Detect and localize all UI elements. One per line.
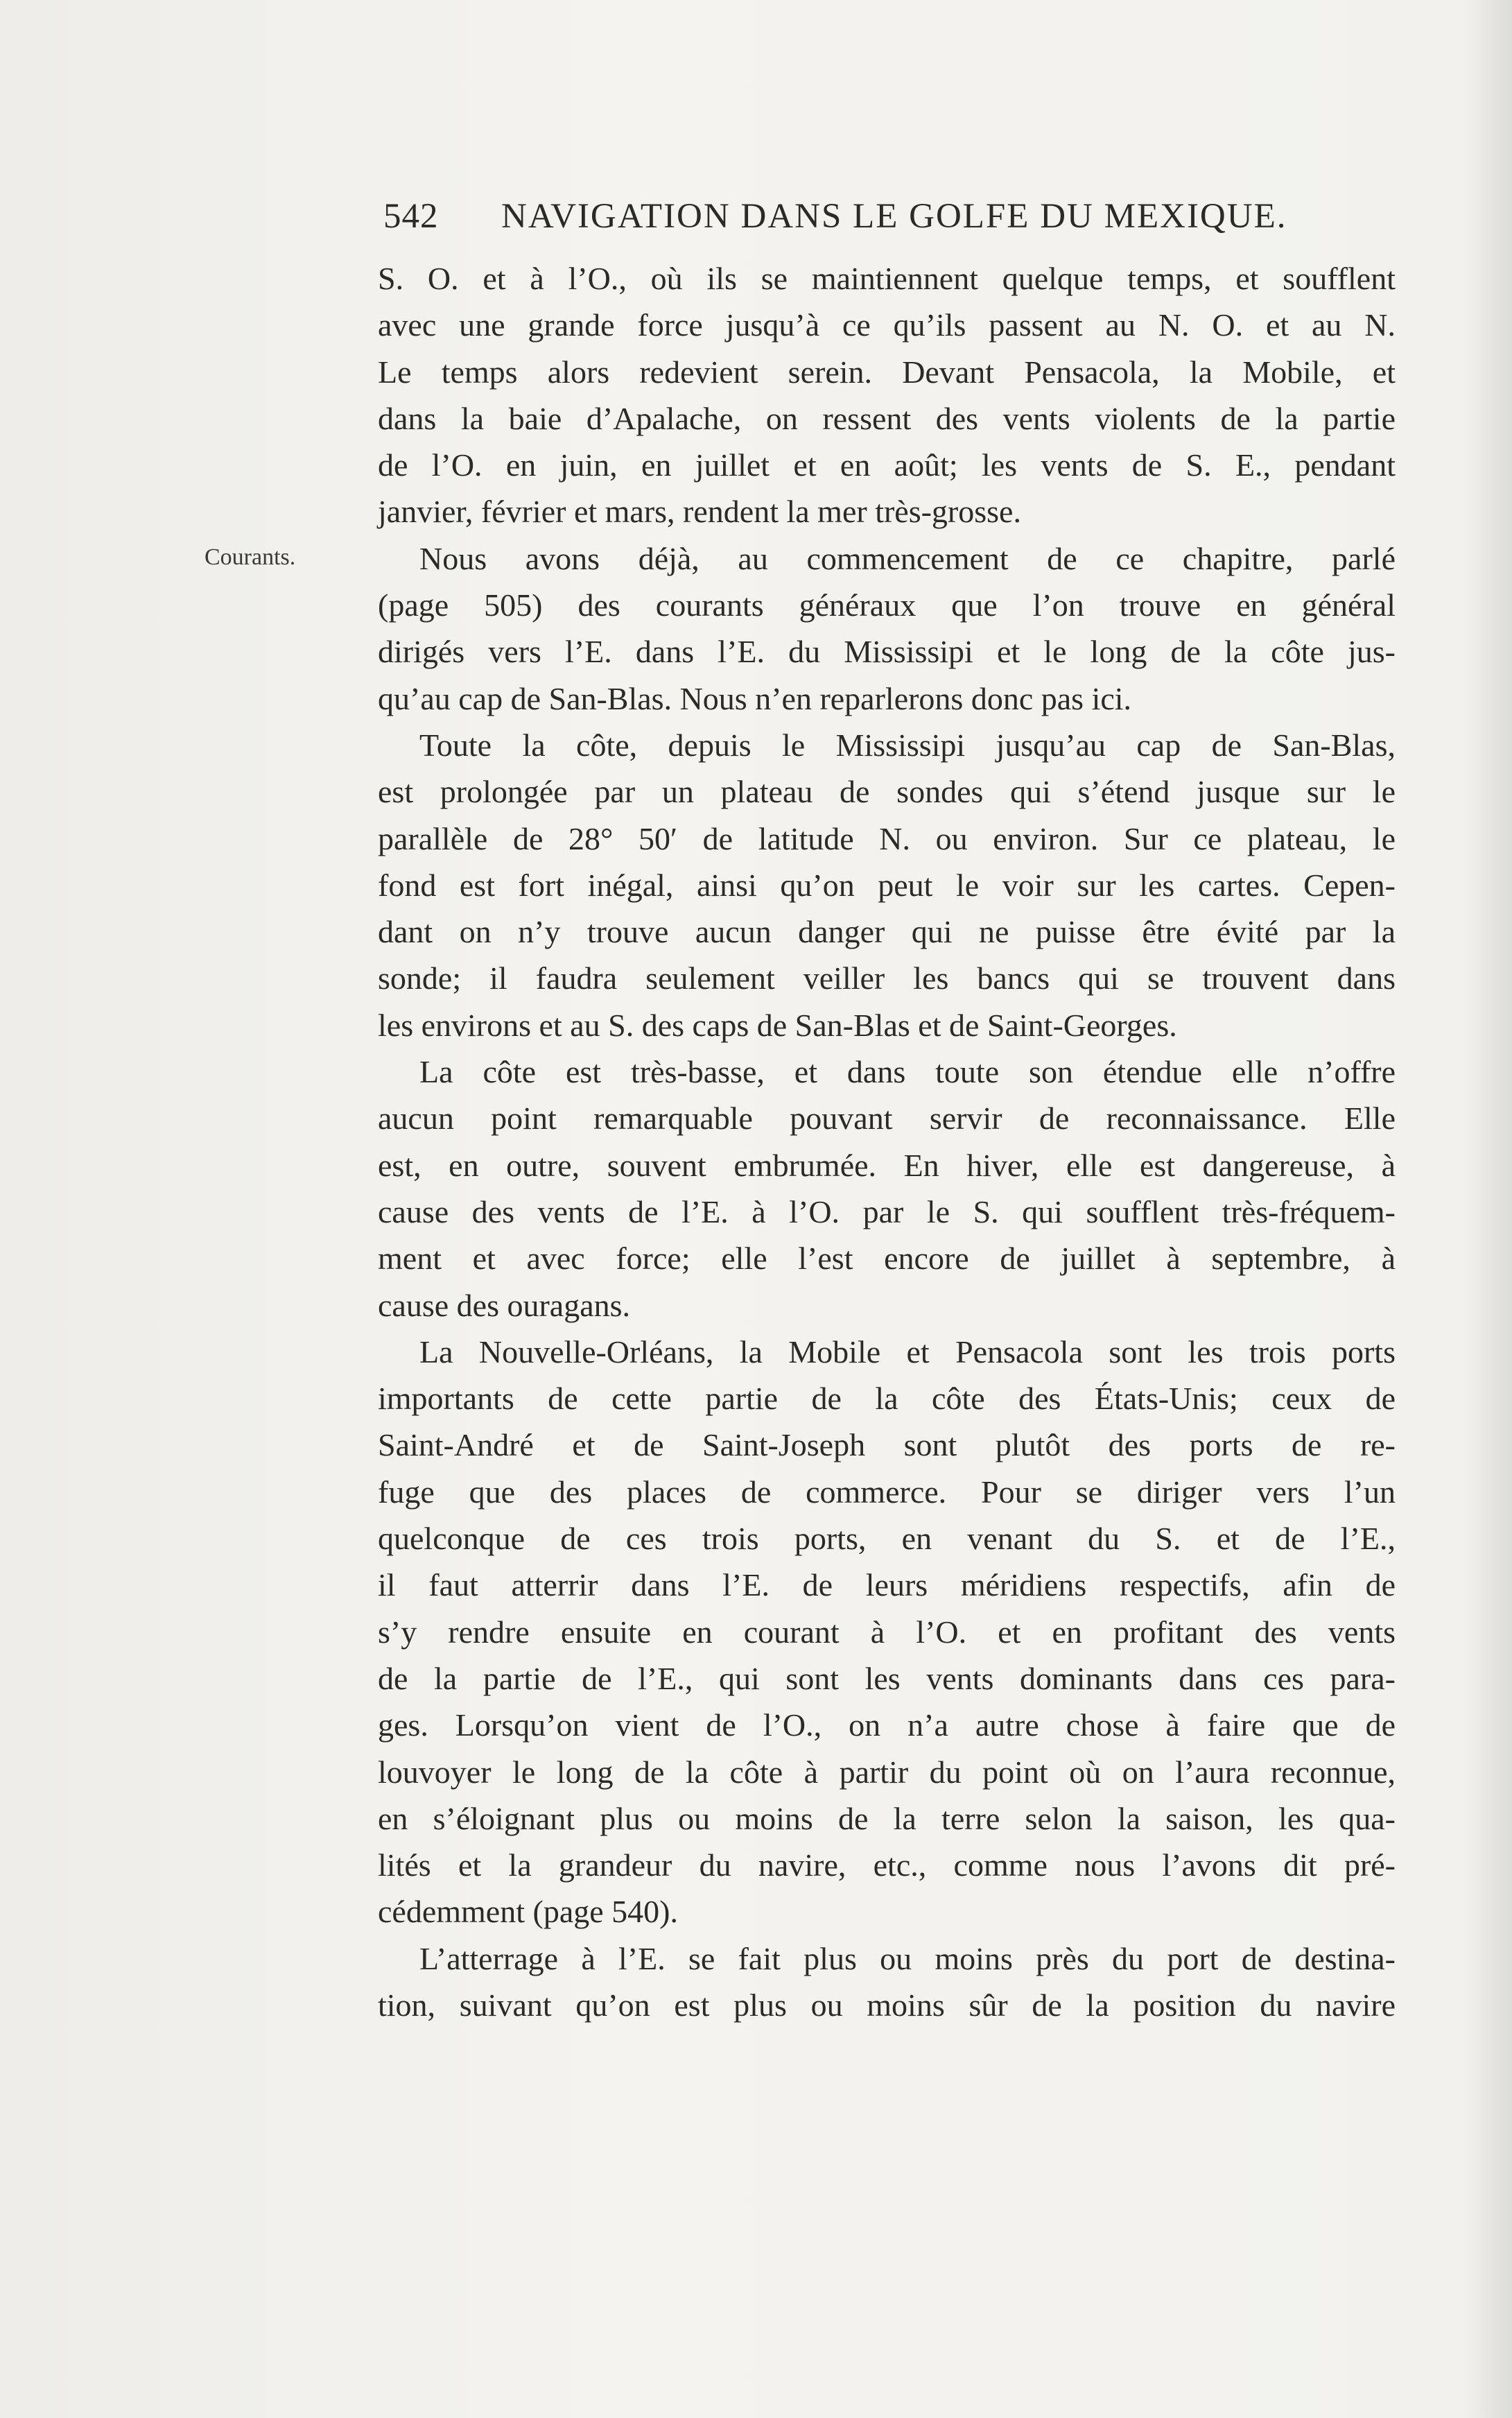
text-line: de la partie de l’E., qui sont les vents dominants dans ces para- bbox=[378, 1660, 1396, 1696]
text-line: dant on n’y trouve aucun danger qui ne puisse être évité par la bbox=[378, 914, 1396, 950]
running-header bbox=[383, 196, 1293, 238]
chapter-title: NAVIGATION DANS LE GOLFE DU MEXIQUE. bbox=[501, 197, 1287, 236]
text-line: ges. Lorsqu’on vient de l’O., on n’a autre chose à faire que de bbox=[378, 1707, 1396, 1743]
text-line: les environs et au S. des caps de San-Blas et de Saint-Georges. bbox=[378, 1007, 1177, 1043]
text-line: Nous avons déjà, au commencement de ce chapitre, parlé bbox=[419, 540, 1396, 576]
text-line: aucun point remarquable pouvant servir de reconnaissance. Elle bbox=[378, 1100, 1396, 1137]
text-line: L’atterrage à l’E. se fait plus ou moins près du port de destina- bbox=[419, 1940, 1396, 1976]
page-edge-shadow bbox=[1463, 0, 1512, 2418]
text-line: Le temps alors redevient serein. Devant Pensacola, la Mobile, et bbox=[378, 354, 1396, 390]
text-line: cause des vents de l’E. à l’O. par le S. qui soufflent très-fréquem- bbox=[378, 1193, 1396, 1229]
text-line: dans la baie d’Apalache, on ressent des vents violents de la partie bbox=[378, 400, 1396, 436]
text-line: louvoyer le long de la côte à partir du point où on l’aura reconnue, bbox=[378, 1754, 1396, 1790]
text-line: importants de cette partie de la côte des États-Unis; ceux de bbox=[378, 1381, 1396, 1417]
text-line: janvier, février et mars, rendent la mer très-grosse. bbox=[378, 494, 1021, 530]
text-line: s’y rendre ensuite en courant à l’O. et en profitant des vents bbox=[378, 1614, 1396, 1650]
page-number: 542 bbox=[383, 197, 439, 236]
text-line: S. O. et à l’O., où ils se maintiennent quelque temps, et soufflent bbox=[378, 261, 1396, 296]
text-line: dirigés vers l’E. dans l’E. du Mississipi et le long de la côte jus- bbox=[378, 634, 1396, 670]
text-line: La côte est très-basse, et dans toute son étendue elle n’offre bbox=[419, 1054, 1396, 1090]
text-line: tion, suivant qu’on est plus ou moins sûr de la position du navire bbox=[378, 1987, 1396, 2023]
text-line: ment et avec force; elle l’est encore de juillet à septembre, à bbox=[378, 1241, 1396, 1277]
text-line: La Nouvelle-Orléans, la Mobile et Pensacola sont les trois ports bbox=[419, 1333, 1396, 1370]
text-line: de l’O. en juin, en juillet et en août; les vents de S. E., pendant bbox=[378, 447, 1396, 483]
text-line: cause des ouragans. bbox=[378, 1287, 631, 1323]
margin-note-courants: Courants. bbox=[205, 544, 296, 570]
body-text bbox=[378, 255, 1396, 2028]
text-line: sonde; il faudra seulement veiller les bancs qui se trouvent dans bbox=[378, 960, 1396, 996]
text-line: en s’éloignant plus ou moins de la terre selon la saison, les qua- bbox=[378, 1800, 1396, 1836]
text-line: lités et la grandeur du navire, etc., comme nous l’avons dit pré- bbox=[378, 1847, 1396, 1883]
text-line: qu’au cap de San-Blas. Nous n’en reparlerons donc pas ici. bbox=[378, 680, 1132, 716]
text-line: avec une grande force jusqu’à ce qu’ils passent au N. O. et au N. bbox=[378, 307, 1396, 343]
text-line: fuge que des places de commerce. Pour se diriger vers l’un bbox=[378, 1474, 1396, 1510]
text-line: il faut atterrir dans l’E. de leurs méridiens respectifs, afin de bbox=[378, 1567, 1396, 1603]
text-line: quelconque de ces trois ports, en venant du S. et de l’E., bbox=[378, 1521, 1396, 1557]
text-line: est, en outre, souvent embrumée. En hiver, elle est dangereuse, à bbox=[378, 1147, 1396, 1183]
text-line: Toute la côte, depuis le Mississipi jusqu’au cap de San-Blas, bbox=[419, 727, 1396, 763]
text-line: parallèle de 28° 50′ de latitude N. ou environ. Sur ce plateau, le bbox=[378, 820, 1396, 856]
text-line: cédemment (page 540). bbox=[378, 1894, 678, 1930]
text-line: Saint-André et de Saint-Joseph sont plutôt des ports de re- bbox=[378, 1427, 1396, 1463]
text-line: fond est fort inégal, ainsi qu’on peut le voir sur les cartes. Cepen- bbox=[378, 867, 1396, 903]
text-line: (page 505) des courants généraux que l’on trouve en général bbox=[378, 587, 1396, 623]
text-line: est prolongée par un plateau de sondes qui s’étend jusque sur le bbox=[378, 774, 1396, 810]
